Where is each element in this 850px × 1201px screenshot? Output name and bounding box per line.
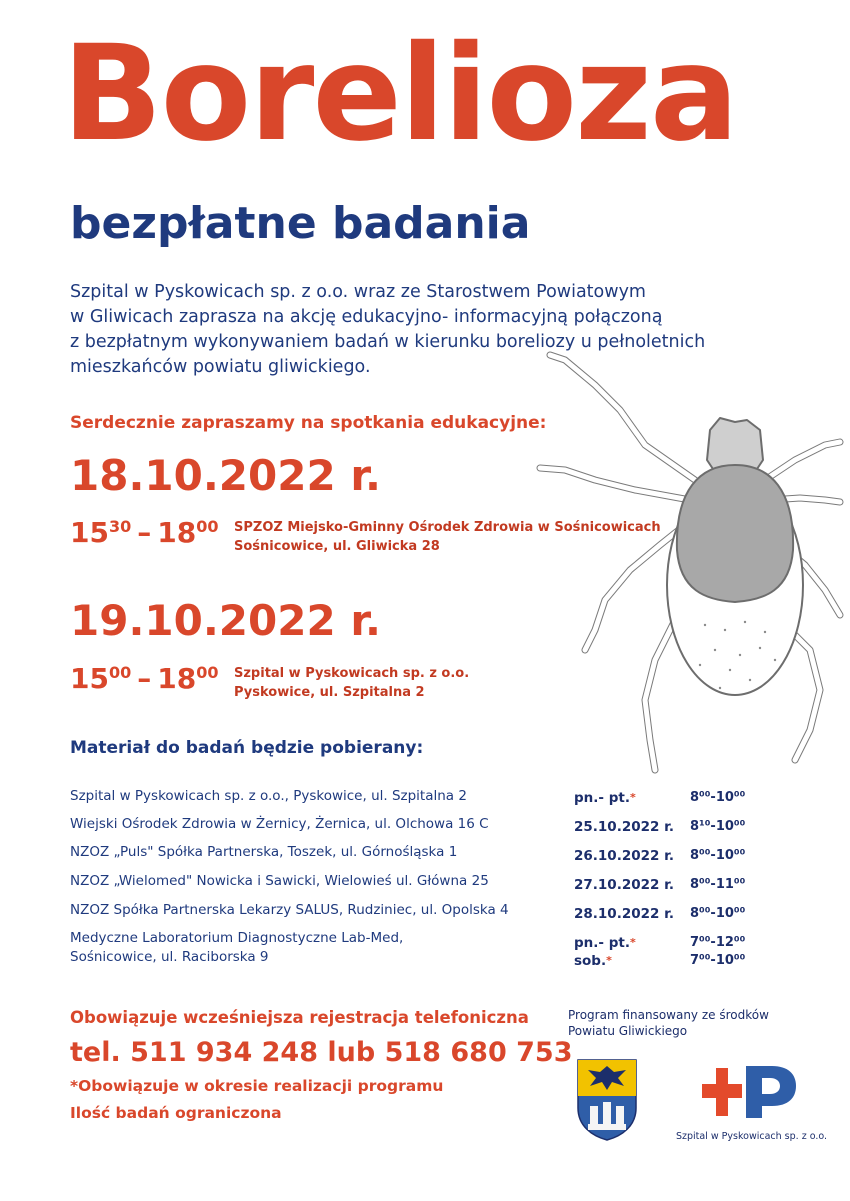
asterisk: * (606, 954, 612, 967)
meeting-place (234, 518, 661, 556)
materials-heading: Materiał do badań będzie pobierany: (70, 738, 424, 758)
location-day (574, 953, 612, 969)
time-dash: – (137, 516, 152, 549)
place-line: Pyskowice, ul. Szpitalna 2 (234, 685, 425, 700)
page-subtitle: bezpłatne badania (70, 198, 531, 249)
location-name: NZOZ Spółka Partnerska Lekarzy SALUS, Rudziniec, ul. Opolska 4 (70, 902, 509, 918)
meeting-place (234, 664, 469, 702)
time-start-hour: 15 (70, 516, 109, 549)
location-hours: 8⁰⁰-10⁰⁰ (690, 906, 746, 921)
intro-line: Szpital w Pyskowicach sp. z o.o. wraz ze Starostwem Powiatowym (70, 282, 646, 302)
program-financing (568, 1007, 769, 1039)
location-hours: 8⁰⁰-10⁰⁰ (690, 848, 746, 863)
coat-of-arms-icon (576, 1058, 638, 1142)
day-text: sob. (574, 953, 607, 969)
registration-notice: Obowiązuje wcześniejsza rejestracja telefoniczna (70, 1008, 529, 1027)
location-day (574, 819, 674, 835)
day-text: 25.10.2022 r. (574, 819, 674, 835)
meeting-date: 18.10.2022 r. (70, 451, 382, 500)
time-end-hour: 18 (157, 516, 197, 549)
place-line: SPZOZ Miejsko-Gminny Ośrodek Zdrowia w Sośnicowicach (234, 520, 661, 535)
location-name-line: Medyczne Laboratorium Diagnostyczne Lab-Med, (70, 930, 404, 946)
location-name: NZOZ „Wielomed" Nowicka i Sawicki, Wielowieś ul. Główna 25 (70, 873, 489, 889)
location-hours: 7⁰⁰-10⁰⁰ (690, 953, 746, 968)
location-day (574, 935, 636, 951)
time-end-hour: 18 (157, 662, 197, 695)
day-text: pn.- pt. (574, 790, 630, 806)
program-note: *Obowiązuje w okresie realizacji programu (70, 1077, 444, 1095)
meeting-time (70, 662, 218, 695)
location-hours: 8⁰⁰-11⁰⁰ (690, 877, 746, 892)
invite-heading: Serdecznie zapraszamy na spotkania edukacyjne: (70, 413, 547, 433)
day-text: 27.10.2022 r. (574, 877, 674, 893)
time-start-hour: 15 (70, 662, 109, 695)
intro-line: z bezpłatnym wykonywaniem badań w kierunku boreliozy u pełnoletnich (70, 332, 706, 352)
location-name (70, 929, 403, 967)
day-text: 28.10.2022 r. (574, 906, 674, 922)
location-name: Wiejski Ośrodek Zdrowia w Żernicy, Żernica, ul. Olchowa 16 C (70, 816, 489, 832)
limited-note: Ilość badań ograniczona (70, 1104, 282, 1122)
page-title: Borelioza (62, 17, 737, 171)
location-day (574, 906, 674, 922)
intro-line: w Gliwicach zaprasza na akcję edukacyjno- informacyjną połączoną (70, 307, 663, 327)
meeting-date: 19.10.2022 r. (70, 596, 382, 645)
day-text: pn.- pt. (574, 935, 630, 951)
time-end-minute: 00 (196, 517, 219, 536)
place-line: Sośnicowice, ul. Gliwicka 28 (234, 539, 440, 554)
program-line: Powiatu Gliwickiego (568, 1024, 688, 1038)
intro-line: mieszkańców powiatu gliwickiego. (70, 357, 371, 377)
location-name: NZOZ „Puls" Spółka Partnerska, Toszek, ul. Górnośląska 1 (70, 844, 458, 860)
time-start-minute: 30 (108, 517, 132, 536)
day-text: 26.10.2022 r. (574, 848, 674, 864)
time-end-minute: 00 (196, 663, 219, 682)
location-day (574, 848, 674, 864)
meeting-time (70, 516, 218, 549)
hospital-logo-caption: Szpital w Pyskowicach sp. z o.o. (676, 1131, 828, 1142)
location-name: Szpital w Pyskowicach sp. z o.o., Pyskowice, ul. Szpitalna 2 (70, 788, 467, 804)
location-day (574, 877, 674, 893)
program-line: Program finansowany ze środków (568, 1008, 769, 1022)
phone-numbers: tel. 511 934 248 lub 518 680 753 (70, 1037, 573, 1068)
hospital-logo-icon (702, 1064, 802, 1120)
time-start-minute: 00 (108, 663, 132, 682)
asterisk: * (629, 936, 636, 949)
place-line: Szpital w Pyskowicach sp. z o.o. (234, 666, 470, 681)
tick-illustration-icon (525, 350, 845, 790)
location-hours: 7⁰⁰-12⁰⁰ (690, 935, 746, 950)
location-name-line: Sośnicowice, ul. Raciborska 9 (70, 949, 269, 965)
location-hours: 8⁰⁰-10⁰⁰ (690, 790, 746, 805)
location-day (574, 790, 636, 806)
time-dash: – (137, 662, 152, 695)
location-hours: 8¹⁰-10⁰⁰ (690, 819, 746, 834)
asterisk: * (629, 791, 636, 804)
